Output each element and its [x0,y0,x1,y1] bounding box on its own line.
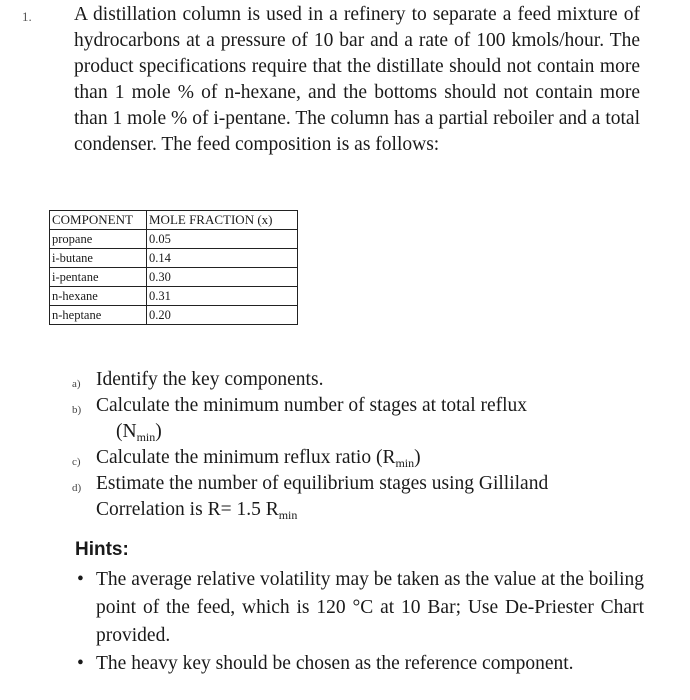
table-row [50,230,298,249]
task-label: d) [72,482,82,494]
bullet: • [77,569,84,590]
task-text-cont: Correlation is R= 1.5 R [96,499,279,520]
hints-title: Hints: [75,539,129,560]
subscript-min: min [395,456,415,470]
question-number: 1. [22,9,32,24]
table-row [50,287,298,306]
problem-statement: A distillation column is used in a refinery to separate a feed mixture of hydrocarbons at a pressure of 10 bar and a rate of 100 kmols/hour. The product specifications require that the distillate should not contain more than 1 mole % of n-hexane, and the bottoms should not contain more than 1 mole % of i-pentane. The column has a partial reboiler and a total condenser. The feed composition is as follows: [74,4,640,155]
column-header-mole-fraction: MOLE FRACTION (x) [147,211,298,230]
mole-fraction-cell: 0.05 [147,230,298,249]
task-b: b) Calculate the minimum number of stages at total reflux $(N_{min})$ [72,395,528,444]
subscript-min: min [278,508,298,522]
task-text-cont: (N [116,421,137,442]
mole-fraction-cell: 0.20 [147,306,298,325]
task-label: c) [72,456,81,468]
task-label: a) [72,378,81,390]
table-row [50,268,298,287]
task-d [72,471,662,523]
component-cell: n-hexane [50,287,147,306]
task-c: c) Calculate the minimum reflux ratio $(R_{min})$ [72,445,662,471]
mole-fraction-cell: 0.30 [147,268,298,287]
task-text: Identify the key components. [96,369,324,390]
mole-fraction-cell: 0.31 [147,287,298,306]
component-cell: i-butane [50,249,147,268]
subscript-min: min [136,430,156,444]
bullet: • [77,653,84,674]
table-row [50,249,298,268]
task-list [72,367,662,523]
feed-composition-table [49,210,298,325]
component-cell: n-heptane [50,306,147,325]
table-row [50,306,298,325]
task-text: Calculate the minimum number of stages at total reflux [96,395,528,416]
hint-item [74,650,644,678]
hint-text: The average relative volatility may be taken as the value at the boiling point of the feed, which is 120 °C at 10 Bar; Use De-Priester Chart provided. [96,569,644,646]
hint-list [74,566,644,678]
mole-fraction-cell: 0.14 [147,249,298,268]
task-a [72,367,662,393]
task-text: Estimate the number of equilibrium stages using Gilliland [96,473,549,494]
task-label: b) [72,404,82,416]
component-cell: i-pentane [50,268,147,287]
hint-item [74,566,644,650]
table-header-row [50,211,298,230]
column-header-component: COMPONENT [50,211,147,230]
task-text: Calculate the minimum reflux ratio (R [96,447,396,468]
hint-text: The heavy key should be chosen as the reference component. [96,653,574,674]
component-cell: propane [50,230,147,249]
